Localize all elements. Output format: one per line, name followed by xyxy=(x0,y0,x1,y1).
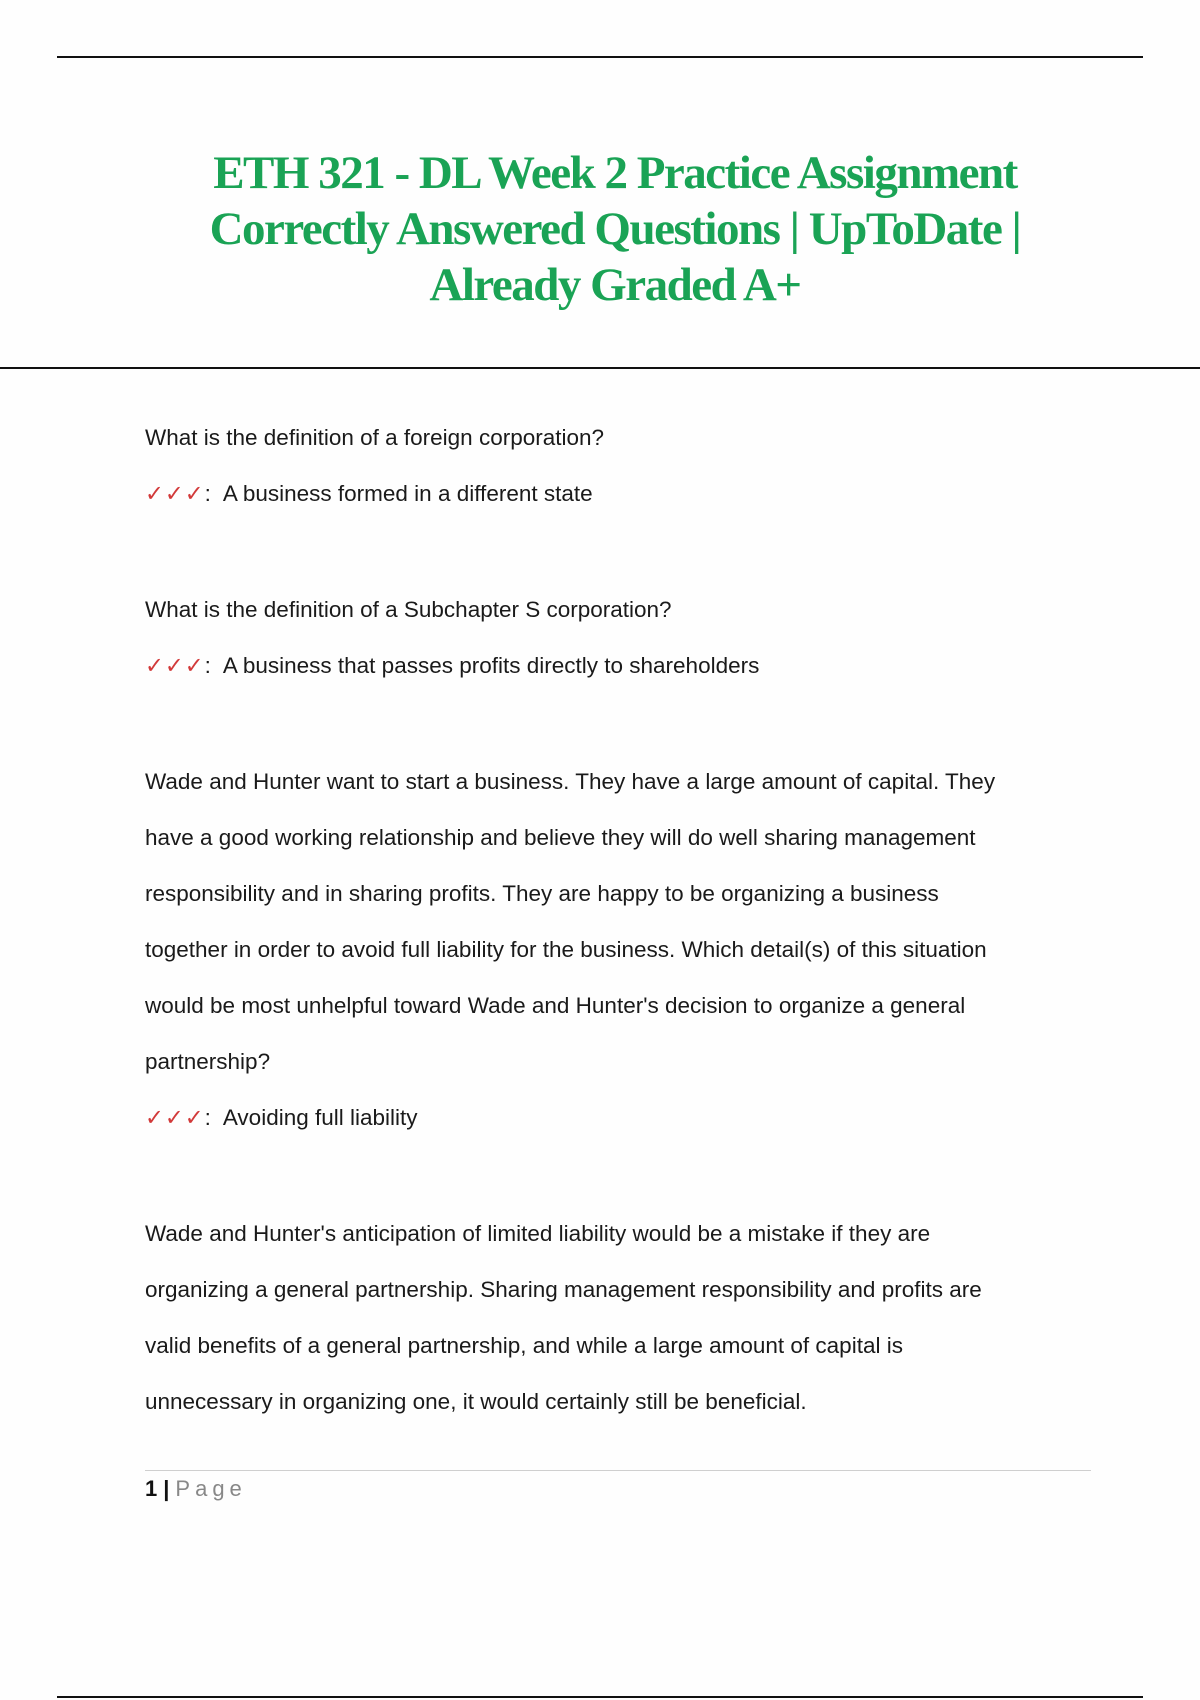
explanation-line: valid benefits of a general partnership, and while a large amount of capital is xyxy=(145,1333,903,1358)
check-marks-icon: ✓✓✓ xyxy=(145,1105,205,1130)
question-1: What is the definition of a foreign corporation? xyxy=(145,425,605,450)
question-3-line: Wade and Hunter want to start a business. They have a large amount of capital. They xyxy=(145,769,996,794)
document-body xyxy=(145,410,1075,1430)
document-title xyxy=(60,145,1170,313)
answer-2 xyxy=(145,638,1075,694)
question-3 xyxy=(145,754,1075,1090)
title-line-2: Correctly Answered Questions | UpToDate | xyxy=(209,203,1021,255)
answer-1 xyxy=(145,466,1075,522)
spacer xyxy=(145,1146,1075,1206)
bottom-rule xyxy=(57,1696,1143,1698)
spacer xyxy=(145,522,1075,582)
title-line-3: Already Graded A+ xyxy=(429,259,801,311)
question-3-line: partnership? xyxy=(145,1049,271,1074)
check-marks-icon: ✓✓✓ xyxy=(145,481,205,506)
spacer xyxy=(145,694,1075,754)
answer-colon: : xyxy=(204,1105,211,1130)
top-rule xyxy=(57,56,1143,58)
page-footer xyxy=(145,1470,1091,1503)
footer-separator: | xyxy=(163,1476,170,1501)
page-label: Page xyxy=(175,1476,247,1501)
question-3-line: would be most unhelpful toward Wade and Hunter's decision to organize a general xyxy=(145,993,966,1018)
question-3-line: have a good working relationship and believe they will do well sharing management xyxy=(145,825,976,850)
page-number: 1 xyxy=(145,1476,158,1501)
explanation-line: unnecessary in organizing one, it would certainly still be beneficial. xyxy=(145,1389,807,1414)
answer-colon: : xyxy=(204,653,211,678)
title-line-1: ETH 321 - DL Week 2 Practice Assignment xyxy=(213,147,1017,199)
explanation xyxy=(145,1206,1075,1430)
answer-1-text: A business formed in a different state xyxy=(222,481,593,506)
answer-2-text: A business that passes profits directly to shareholders xyxy=(222,653,760,678)
question-3-line: responsibility and in sharing profits. They are happy to be organizing a business xyxy=(145,881,939,906)
answer-3-text: Avoiding full liability xyxy=(222,1105,418,1130)
explanation-line: organizing a general partnership. Sharing management responsibility and profits are xyxy=(145,1277,982,1302)
question-3-line: together in order to avoid full liability for the business. Which detail(s) of this situation xyxy=(145,937,987,962)
question-2: What is the definition of a Subchapter S corporation? xyxy=(145,597,672,622)
answer-colon: : xyxy=(204,481,211,506)
header-divider xyxy=(0,367,1200,369)
explanation-line: Wade and Hunter's anticipation of limited liability would be a mistake if they are xyxy=(145,1221,931,1246)
check-marks-icon: ✓✓✓ xyxy=(145,653,205,678)
answer-3 xyxy=(145,1090,1075,1146)
